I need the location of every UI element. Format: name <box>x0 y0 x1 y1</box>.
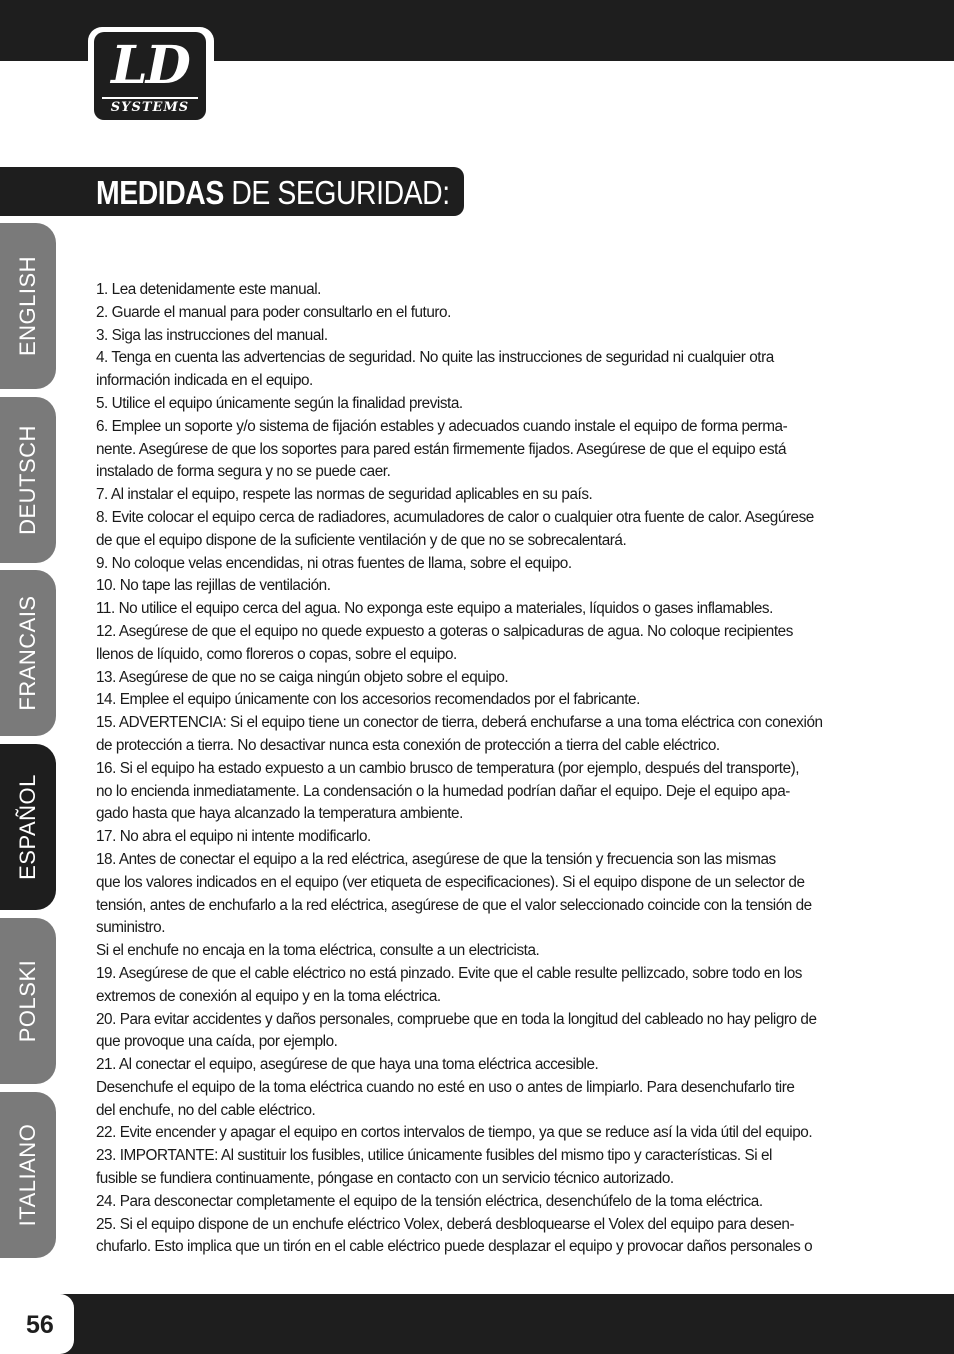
text-line: fusible se fundiera continuamente, póngase en contacto con un servicio técnico autorizado. <box>96 1170 674 1188</box>
text-line: de protección a tierra. No desactivar nunca esta conexión de protección a tierra del cable eléctrico. <box>96 736 720 754</box>
text-line: 14. Emplee el equipo únicamente con los accesorios recomendados por el fabricante. <box>96 691 640 709</box>
text-line: 9. No coloque velas encendidas, ni otras fuentes de llama, sobre el equipo. <box>96 554 572 572</box>
text-line: suministro. <box>96 919 166 937</box>
text-line: que los valores indicados en el equipo (ver etiqueta de especificaciones). Si el equipo dispone de un selector de <box>96 873 805 891</box>
logo-ld-text: LD <box>111 35 189 96</box>
logo-systems-text: SYSTEMS <box>110 100 190 115</box>
text-line: 12. Asegúrese de que el equipo no quede expuesto a goteras o salpicaduras de agua. No coloque recipientes <box>96 622 793 640</box>
text-line: llenos de líquido, como floreros o copas, sobre el equipo. <box>96 645 457 663</box>
tab-label-italiano: ITALIANO <box>15 1123 40 1227</box>
text-line: 23. IMPORTANTE: Al sustituir los fusibles, utilice únicamente fusibles del mismo tipo y características. Si el <box>96 1147 772 1165</box>
text-line: 25. Si el equipo dispone de un enchufe eléctrico Volex, deberá desbloquearse el Volex del equipo para desen- <box>96 1215 795 1233</box>
page-number: 56 <box>26 1311 54 1339</box>
text-line: 7. Al instalar el equipo, respete las normas de seguridad aplicables en su país. <box>96 486 593 504</box>
page-title <box>96 167 450 216</box>
tab-label-espanol: ESPAÑOL <box>15 774 40 880</box>
tab-polski[interactable] <box>0 918 56 1084</box>
text-line: 4. Tenga en cuenta las advertencias de seguridad. No quite las instrucciones de seguridad ni cualquier otra <box>96 349 774 367</box>
tab-english[interactable] <box>0 223 56 389</box>
text-line: 24. Para desconectar completamente el equipo de la tensión eléctrica, desenchúfelo de la toma eléctrica. <box>96 1192 763 1210</box>
text-line: que provoque una caída, por ejemplo. <box>96 1033 338 1051</box>
text-line: 5. Utilice el equipo únicamente según la finalidad prevista. <box>96 394 463 412</box>
page-title-bold: MEDIDAS <box>96 174 224 211</box>
logo-divider <box>102 97 198 99</box>
tab-label-francais: FRANCAIS <box>15 595 40 711</box>
tab-italiano[interactable] <box>0 1092 56 1258</box>
tab-deutsch[interactable] <box>0 397 56 563</box>
tab-espanol[interactable] <box>0 744 56 910</box>
text-line: Si el enchufe no encaja en la toma eléctrica, consulte a un electricista. <box>96 942 540 960</box>
text-line: extremos de conexión al equipo y en la toma eléctrica. <box>96 987 441 1005</box>
logo-badge <box>94 32 206 120</box>
text-line: 8. Evite colocar el equipo cerca de radiadores, acumuladores de calor o cualquier otra fuente de calor. Asegúrese <box>96 508 814 526</box>
text-line: gado hasta que haya alcanzado la temperatura ambiente. <box>96 805 463 823</box>
text-line: 15. ADVERTENCIA: Si el equipo tiene un conector de tierra, deberá enchufarse a una toma eléctrica con conexión <box>96 714 823 732</box>
tab-label-polski: POLSKI <box>15 959 40 1043</box>
text-line: Desenchufe el equipo de la toma eléctrica cuando no esté en uso o antes de limpiarlo. Para desenchufarlo tire <box>96 1078 795 1096</box>
text-line: 6. Emplee un soporte y/o sistema de fijación estables y adecuados cuando instale el equipo de forma perma- <box>96 417 788 435</box>
tab-label-deutsch: DEUTSCH <box>15 425 40 535</box>
text-line: nente. Asegúrese de que los soportes para pared están firmemente fijados. Asegúrese de que el equipo está <box>96 440 787 458</box>
text-line: 21. Al conectar el equipo, asegúrese de que haya una toma eléctrica accesible. <box>96 1056 599 1074</box>
text-line: no lo encienda inmediatamente. La condensación o la humedad podrían dañar el equipo. Deje el equipo apa- <box>96 782 790 800</box>
tab-label-english: ENGLISH <box>15 255 40 357</box>
text-line: 13. Asegúrese de que no se caiga ningún objeto sobre el equipo. <box>96 668 509 686</box>
text-line: de que el equipo dispone de la suficiente ventilación y de que no se sobrecalentará. <box>96 531 627 549</box>
text-line: información indicada en el equipo. <box>96 372 313 390</box>
text-line: 11. No utilice el equipo cerca del agua. No exponga este equipo a materiales, líquidos o gases inflamables. <box>96 600 773 618</box>
text-line: 20. Para evitar accidentes y daños personales, compruebe que en toda la longitud del cableado no hay peligro de <box>96 1010 817 1028</box>
text-line: 2. Guarde el manual para poder consultarlo en el futuro. <box>96 303 451 321</box>
safety-instructions-text <box>96 279 858 1259</box>
text-line: 22. Evite encender y apagar el equipo en cortos intervalos de tiempo, ya que se reduce así la vida útil del equipo. <box>96 1124 813 1142</box>
section-title-bar <box>0 167 464 216</box>
text-line: 10. No tape las rejillas de ventilación. <box>96 577 331 595</box>
text-line: 16. Si el equipo ha estado expuesto a un cambio brusco de temperatura (por ejemplo, después del transporte), <box>96 759 800 777</box>
text-line: del enchufe, no del cable eléctrico. <box>96 1101 316 1119</box>
page-title-rest: DE SEGURIDAD: <box>223 174 450 211</box>
ld-systems-logo <box>88 27 214 127</box>
text-line: instalado de forma segura y no se puede caer. <box>96 463 391 481</box>
text-line: 19. Asegúrese de que el cable eléctrico no está pinzado. Evite que el cable resulte pellizcado, sobre todo en los <box>96 964 802 982</box>
text-line: tensión, antes de enchufarlo a la red eléctrica, asegúrese de que el valor seleccionado coincide con la tensión de <box>96 896 812 914</box>
tab-francais[interactable] <box>0 570 56 736</box>
text-line: 3. Siga las instrucciones del manual. <box>96 326 328 344</box>
bottom-bar <box>0 1294 954 1354</box>
text-line: 1. Lea detenidamente este manual. <box>96 281 321 298</box>
text-line: 18. Antes de conectar el equipo a la red eléctrica, asegúrese de que la tensión y frecuencia son las mismas <box>96 850 776 868</box>
text-line: chufarlo. Esto implica que un tirón en el cable eléctrico puede desplazar el equipo y provocar daños personales o <box>96 1238 813 1256</box>
text-line: 17. No abra el equipo ni intente modificarlo. <box>96 828 371 846</box>
